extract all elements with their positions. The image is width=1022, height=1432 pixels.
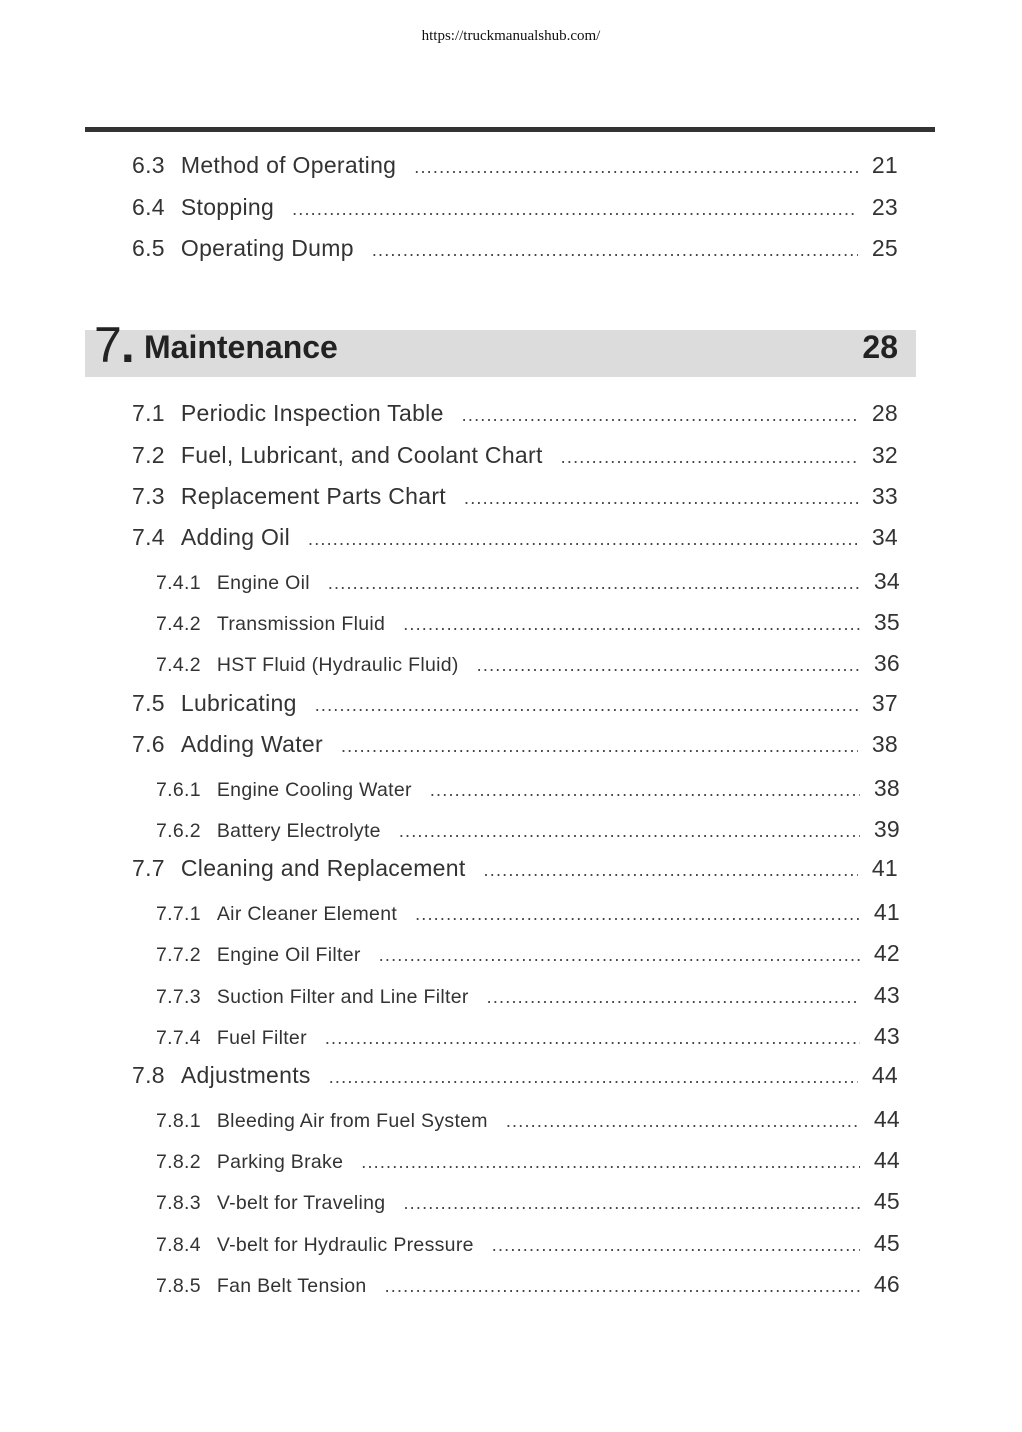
toc-subentry[interactable] [156, 775, 900, 802]
toc-entry-page: 36 [873, 650, 900, 676]
toc-entry[interactable] [132, 524, 898, 551]
toc-entry-title: Fuel Filter [216, 1027, 307, 1049]
toc-entry-page: 35 [873, 609, 900, 635]
toc-entry-page: 41 [873, 899, 900, 925]
toc-entry-number: 7.6 [132, 731, 165, 757]
toc-subentry[interactable] [156, 1188, 900, 1215]
chapter-number-dot: . [120, 317, 134, 373]
toc-dot-leader [329, 1067, 858, 1088]
toc-subentry[interactable] [156, 568, 900, 595]
toc-entry-title: Transmission Fluid [216, 613, 386, 635]
header-divider-rule [85, 127, 935, 132]
toc-dot-leader [492, 1235, 860, 1256]
toc-entry-number: 7.8.4 [156, 1234, 201, 1256]
toc-entry-page: 44 [873, 1147, 900, 1173]
toc-entry-page: 34 [871, 524, 898, 550]
toc-subentry[interactable] [156, 1271, 900, 1298]
toc-entry-title: HST Fluid (Hydraulic Fluid) [216, 654, 459, 676]
toc-dot-leader [315, 695, 858, 716]
toc-dot-leader [379, 945, 860, 966]
toc-entry[interactable] [132, 1062, 898, 1089]
toc-subentry[interactable] [156, 1230, 900, 1257]
toc-dot-leader [403, 614, 860, 635]
toc-entry-title: Parking Brake [216, 1151, 344, 1173]
toc-entry-number: 7.2 [132, 442, 165, 468]
toc-entry-title: Replacement Parts Chart [180, 483, 446, 509]
toc-entry-number: 7.7.3 [156, 986, 201, 1008]
toc-entry-title: Method of Operating [180, 152, 397, 178]
toc-entry-page: 44 [873, 1106, 900, 1132]
toc-entry-page: 25 [871, 235, 898, 261]
toc-dot-leader [341, 736, 858, 757]
toc-entry-number: 7.8.3 [156, 1192, 201, 1214]
toc-dot-leader [561, 447, 858, 468]
toc-entry-title: Adding Oil [180, 524, 290, 550]
toc-entry-page: 38 [873, 775, 900, 801]
toc-entry[interactable] [132, 731, 898, 758]
toc-entry-title: Adding Water [180, 731, 323, 757]
toc-entry-title: V-belt for Hydraulic Pressure [216, 1234, 474, 1256]
toc-entry-number: 6.5 [132, 235, 165, 261]
chapter-page-number: 28 [862, 329, 898, 365]
toc-entry-page: 39 [873, 816, 900, 842]
toc-subentry[interactable] [156, 1023, 900, 1050]
toc-entry-number: 7.8 [132, 1062, 165, 1088]
toc-entry-title: Engine Cooling Water [216, 779, 412, 801]
toc-entry-number: 6.3 [132, 152, 165, 178]
toc-dot-leader [487, 987, 860, 1008]
toc-entry[interactable] [132, 400, 898, 427]
toc-entry-title: Suction Filter and Line Filter [216, 986, 469, 1008]
toc-subentry[interactable] [156, 1147, 900, 1174]
toc-entry-number: 7.3 [132, 483, 165, 509]
toc-entry-page: 37 [871, 690, 898, 716]
toc-entry[interactable] [132, 235, 898, 262]
toc-entry-number: 7.4.2 [156, 654, 201, 676]
toc-entry-number: 7.7.1 [156, 903, 201, 925]
toc-entry-page: 28 [871, 400, 898, 426]
toc-dot-leader [308, 529, 858, 550]
toc-entry-number: 7.4 [132, 524, 165, 550]
toc-entry-number: 7.7.4 [156, 1027, 201, 1049]
toc-entry-title: Air Cleaner Element [216, 903, 398, 925]
toc-subentry[interactable] [156, 816, 900, 843]
toc-entry-title: Battery Electrolyte [216, 820, 381, 842]
toc-dot-leader [361, 1152, 860, 1173]
toc-entry-title: Engine Oil [216, 572, 310, 594]
toc-entry-number: 7.4.1 [156, 572, 201, 594]
toc-dot-leader [484, 860, 858, 881]
toc-entry-page: 41 [871, 855, 898, 881]
toc-entry-number: 7.8.1 [156, 1110, 201, 1132]
toc-subentry[interactable] [156, 899, 900, 926]
toc-entry-number: 7.7 [132, 855, 165, 881]
toc-dot-leader [430, 780, 860, 801]
toc-subentry[interactable] [156, 940, 900, 967]
toc-entry[interactable] [132, 152, 898, 179]
chapter-number [94, 316, 134, 374]
toc-dot-leader [372, 240, 858, 261]
toc-entry[interactable] [132, 690, 898, 717]
toc-entry-page: 21 [871, 152, 898, 178]
toc-entry-number: 7.6.2 [156, 820, 201, 842]
toc-dot-leader [477, 655, 860, 676]
toc-entry-page: 38 [871, 731, 898, 757]
toc-entry-title: Adjustments [180, 1062, 311, 1088]
toc-entry[interactable] [132, 194, 898, 221]
toc-dot-leader [464, 488, 858, 509]
toc-entry-number: 7.1 [132, 400, 165, 426]
toc-entry-number: 7.7.2 [156, 944, 201, 966]
toc-entry-title: V-belt for Traveling [216, 1192, 386, 1214]
chapter-title[interactable]: Maintenance [144, 329, 338, 365]
toc-entry-page: 42 [873, 940, 900, 966]
toc-entry-page: 33 [871, 483, 898, 509]
toc-dot-leader [403, 1193, 860, 1214]
toc-dot-leader [325, 1028, 860, 1049]
toc-dot-leader [414, 157, 858, 178]
toc-entry-title: Fan Belt Tension [216, 1275, 367, 1297]
toc-subentry[interactable] [156, 1106, 900, 1133]
toc-entry-title: Operating Dump [180, 235, 354, 261]
toc-entry-page: 45 [873, 1230, 900, 1256]
toc-entry-page: 44 [871, 1062, 898, 1088]
toc-dot-leader [462, 405, 858, 426]
page-url-header: https://truckmanualshub.com/ [421, 28, 601, 44]
toc-dot-leader [385, 1276, 860, 1297]
toc-dot-leader [292, 199, 858, 220]
toc-entry-number: 7.4.2 [156, 613, 201, 635]
toc-entry-title: Bleeding Air from Fuel System [216, 1110, 488, 1132]
toc-dot-leader [415, 904, 860, 925]
toc-entry-title: Lubricating [180, 690, 297, 716]
toc-entry-page: 34 [873, 568, 900, 594]
toc-entry-title: Periodic Inspection Table [180, 400, 444, 426]
toc-entry[interactable] [132, 855, 898, 882]
toc-entry-page: 43 [873, 982, 900, 1008]
toc-entry-page: 23 [871, 194, 898, 220]
toc-entry-title: Stopping [180, 194, 275, 220]
toc-entry-number: 7.6.1 [156, 779, 201, 801]
toc-entry-number: 7.5 [132, 690, 165, 716]
toc-dot-leader [399, 821, 860, 842]
toc-subentry[interactable] [156, 650, 900, 677]
toc-entry-page: 45 [873, 1188, 900, 1214]
chapter-number-digit: 7 [94, 317, 121, 373]
toc-subentry[interactable] [156, 982, 900, 1009]
toc-entry-title: Cleaning and Replacement [180, 855, 466, 881]
toc-entry-page: 43 [873, 1023, 900, 1049]
toc-entry-title: Fuel, Lubricant, and Coolant Chart [180, 442, 543, 468]
toc-subentry[interactable] [156, 609, 900, 636]
toc-dot-leader [328, 573, 860, 594]
toc-dot-leader [506, 1111, 860, 1132]
toc-entry-number: 7.8.2 [156, 1151, 201, 1173]
toc-entry-page: 32 [871, 442, 898, 468]
toc-entry[interactable] [132, 442, 898, 469]
toc-entry-number: 7.8.5 [156, 1275, 201, 1297]
toc-entry-page: 46 [873, 1271, 900, 1297]
toc-entry[interactable] [132, 483, 898, 510]
toc-entry-title: Engine Oil Filter [216, 944, 361, 966]
toc-entry-number: 6.4 [132, 194, 165, 220]
